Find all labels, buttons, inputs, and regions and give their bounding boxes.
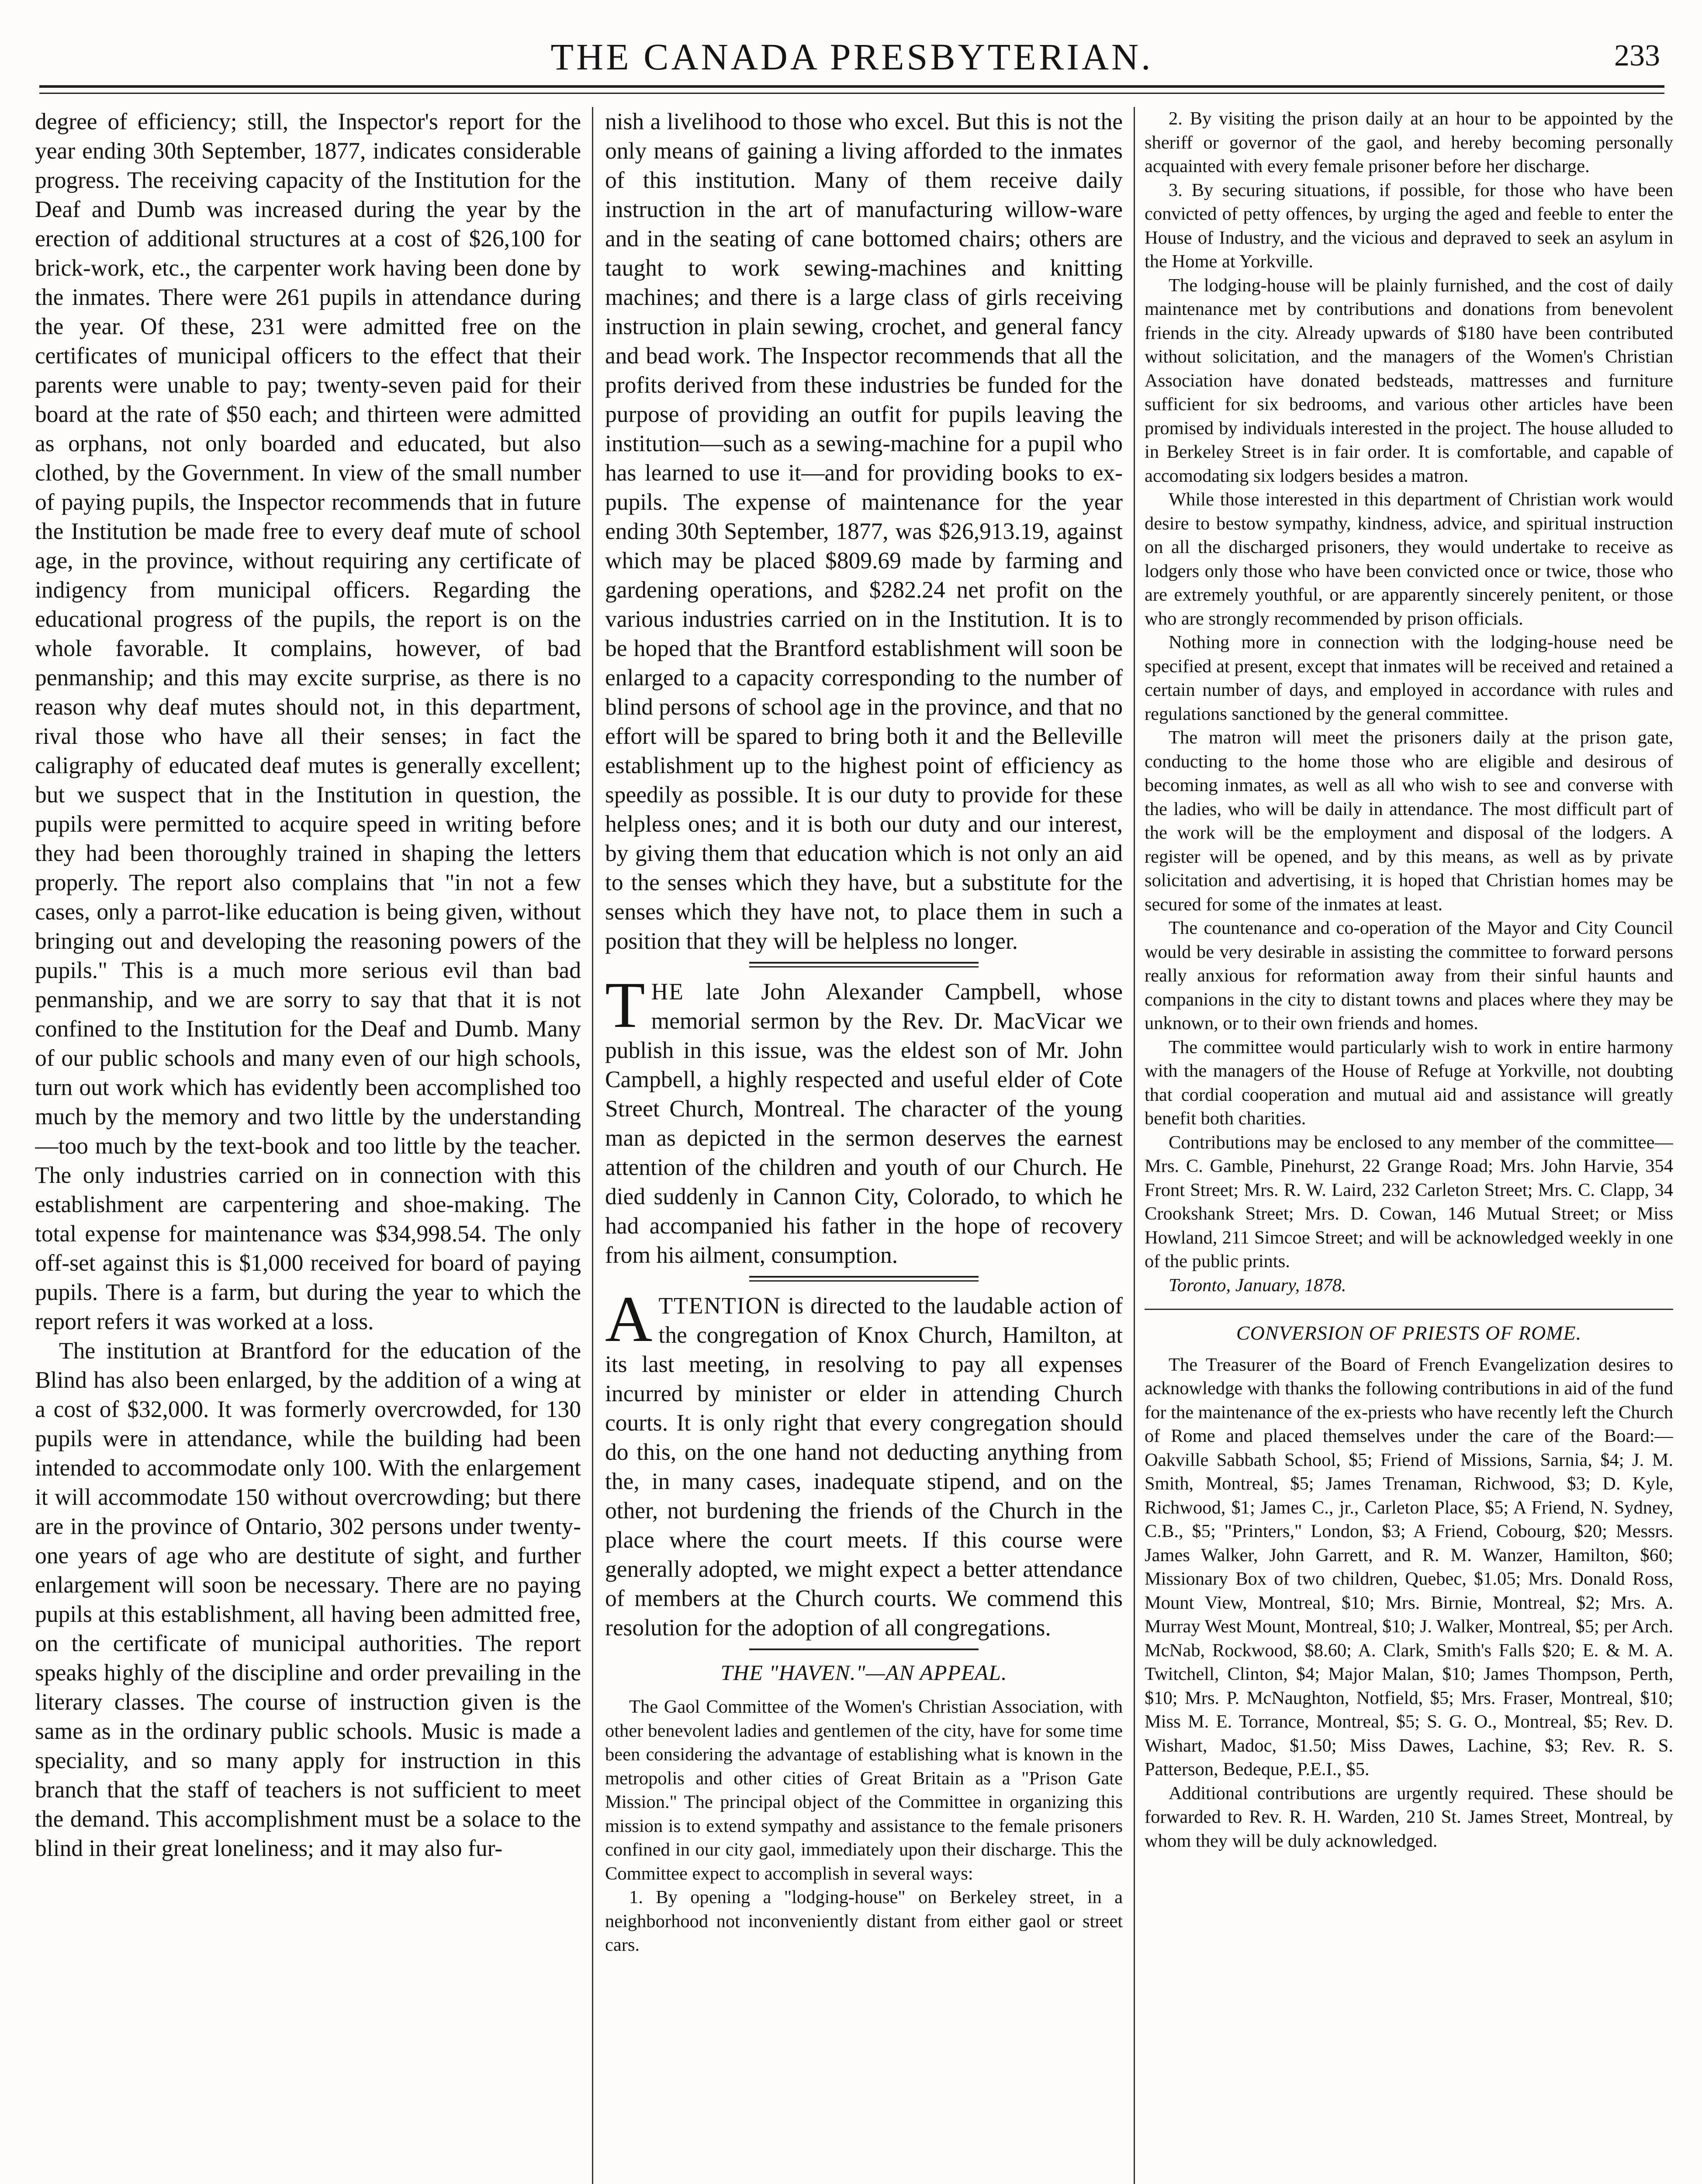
page-number: 233 — [1614, 39, 1660, 73]
column-1 — [35, 107, 581, 2184]
newspaper-title: THE CANADA PRESBYTERIAN. — [550, 36, 1153, 78]
column-divider — [1134, 107, 1135, 2184]
article-text: late John Alexander Campbell, whose memorial sermon by the Rev. Dr. MacVicar we publish in this issue, was the eldest son of Mr. John Campbell, a highly respected and useful elder of Cote Street Church, Montreal. The character of the young man as depicted in the sermon deserves the earnest attention of the children and youth of our Church. He died suddenly in Cannon City, Colorado, to which he had accompanied his father in the hope of recovery from his ailment, consumption. — [605, 978, 1123, 1268]
paragraph: The lodging-house will be plainly furnished, and the cost of daily maintenance met by contributions and donations from benevolent friends in the city. Already upwards of $180 have been contributed without solicitation, and the managers of the Women's Christian Association have donated bedsteads, mattresses and furniture sufficient for six bedrooms, and various other articles have been promised by individuals interested in the project. The house alluded to in Berkeley Street is in fair order. It is comfortable, and capable of accomodating six lodgers besides a matron. — [1145, 275, 1673, 486]
paragraph: Additional contributions are urgently required. These should be forwarded to Rev. R. H. Warden, 210 St. James Street, Montreal, by whom they will be duly acknowledged. — [1145, 1783, 1673, 1851]
paragraph: The institution at Brantford for the education of the Blind has also been enlarged, by the addition of a wing at a cost of $32,000. It was formerly overcrowded, for 130 pupils were in attendance, while the building had been intended to accommodate only 100. With the enlargement it will accommodate 150 without overcrowding; but there are in the province of Ontario, 302 persons under twenty-one years of age who are destitute of sight, and further enlargement will soon be necessary. There are no paying pupils at this establishment, all having been admitted free, on the certificate of municipal authorities. The report speaks highly of the discipline and order prevailing in the literary classes. The course of instruction given is the same as in the ordinary public schools. Music is made a speciality, and so many apply for instruction in this branch that the staff of teachers is not sufficient to meet the demand. This accomplishment must be a solace to the blind in their great loneliness; and it may also fur- — [35, 1337, 581, 1861]
article-separator — [749, 966, 979, 968]
paragraph: degree of efficiency; still, the Inspector's report for the year ending 30th September, 1877, indicates considerable progress. The receiving capacity of the Institution for the Deaf and Dumb was increased during the year by the erection of additional structures at a cost of $26,100 for brick-work, etc., the carpenter work having been done by the inmates. There were 261 pupils in attendance during the year. Of these, 231 were admitted free on the certificates of municipal officers to the effect that their parents were unable to pay; twenty-seven paid for their board at the rate of $50 each; and thirteen were admitted as orphans, not only boarded and educated, but also clothed, by the Government. In view of the small number of paying pupils, the Inspector recommends that in future the Institution be made free to every deaf mute of school age, in the province, without requiring any certificate of indigency from municipal officers. Regarding the educational progress of the pupils, the report is on the whole favorable. It complains, however, of bad penmanship; and this may excite surprise, as there is no reason why deaf mutes should not, in this department, rival those who have all their senses; in fact the caligraphy of educated deaf mutes is generally excellent; but we suspect that in the Institution in question, the pupils were permitted to acquire speed in writing before they had been thoroughly trained in shaping the letters properly. The report also complains that "in not a few cases, only a parrot-like education is being given, without bringing out and developing the reasoning powers of the pupils." This is a much more serious evil than bad penmanship, and we are sorry to say that that it is not confined to the Institution for the Deaf and Dumb. Many of our public schools and many even of our high schools, turn out work which has evidently been accomplished too much by the memory and two little by the understanding —too much by the text-book and too little by the teacher. The only industries carried on in connection with this establishment are carpentering and shoe-making. The total expense for maintenance was $34,998.54. The only off-set against this is $1,000 received for board of paying pupils. There is a farm, but during the year to which the report refers it was worked at a loss. — [35, 108, 581, 1334]
drop-cap: A — [605, 1283, 653, 1355]
paragraph: Contributions may be enclosed to any member of the committee—Mrs. C. Gamble, Pinehurst, 22 Grange Road; Mrs. John Harvie, 354 Front Street; Mrs. R. W. Laird, 232 Carleton Street; Mrs. C. Clapp, 34 Crookshank Street; Mrs. D. Cowan, 146 Mutual Street; or Miss Howland, 211 Simcoe Street; and will be acknowledged weekly in one of the public prints. — [1145, 1132, 1673, 1272]
column-2 — [605, 107, 1123, 2184]
article-separator — [749, 1276, 979, 1278]
masthead-rule-thin — [39, 93, 1664, 94]
article-text: is directed to the laudable action of the congregation of Knox Church, Hamilton, at its last meeting, in resolving to pay all expenses incurred by minister or elder in attending Church courts. It is only right that every congregation should do this, on the one hand not deducting anything from the, in many cases, inadequate stipend, and on the other, not burdening the friends of the Church in the place where the court meets. If this course were generally adopted, we might expect a better attendance of members at the Church courts. We commend this resolution for the adoption of all congregations. — [605, 1292, 1123, 1641]
paragraph: nish a livelihood to those who excel. But this is not the only means of gaining a living afforded to the inmates of this institution. Many of them receive daily instruction in the art of manufacturing willow-ware and in the seating of cane bottomed chairs; others are taught to work sewing-machines and knitting machines; and there is a large class of girls receiving instruction in plain sewing, crochet, and general fancy and bead work. The Inspector recommends that all the profits derived from these industries be funded for the purpose of providing an outfit for pupils leaving the institution—such as a sewing-machine for a pupil who has learned to use it—and for providing books to ex-pupils. The expense of maintenance for the year ending 30th September, 1877, was $26,913.19, against which may be placed $809.69 made by farming and gardening operations, and $282.24 net profit on the various industries carried on in the Institution. It is to be hoped that the Brantford establishment will soon be enlarged to a capacity corresponding to the number of blind persons of school age in the province, and that no effort will be spared to bring both it and the Belleville establishment up to the highest point of efficiency as speedily as possible. It is our duty to provide for these helpless ones; and it is both our duty and our interest, by giving them that education which is not only an aid to the senses which they have, but a substitute for the senses which they have not, to place them in such a position that they will be helpless no longer. — [605, 108, 1123, 954]
attention-article — [605, 1283, 1123, 1642]
paragraph: The matron will meet the prisoners daily at the prison gate, conducting to the home those who are eligible and desirous of becoming inmates, as well as all who wish to see and converse with the ladies, who will be daily in attendance. The most difficult part of the work will be the employment and disposal of the lodgers. A register will be opened, and by this means, as well as by private solicitation and advertising, it is hoped that Christian homes may be secured for some of the inmates at least. — [1145, 727, 1673, 915]
lead-word: HE — [651, 978, 684, 1005]
paragraph: The countenance and co-operation of the Mayor and City Council would be very desirable in assisting the committee to forward persons really anxious for reformation away from their sinful haunts and companions in the city to distant towns and places where they may be unknown, or to their own friends and homes. — [1145, 918, 1673, 1033]
masthead-rule — [39, 85, 1664, 88]
article-separator — [749, 1648, 979, 1650]
paragraph: While those interested in this department of Christian work would desire to bestow sympathy, kindness, advice, and spiritual instruction on all the discharged prisoners, they would undertake to receive as lodgers only those who have been convicted once or twice, those who are extremely youthful, or are apparently sincerely penitent, or those who are strongly recommended by prison officials. — [1145, 489, 1673, 629]
article-separator — [749, 1280, 979, 1282]
paragraph: The Treasurer of the Board of French Evangelization desires to acknowledge with thanks the following contributions in aid of the fund for the maintenance of the ex-priests who have recently left the Church of Rome and placed themselves under the care of the Board:—Oakville Sabbath School, $5; Friend of Missions, Sarnia, $4; J. M. Smith, Montreal, $5; James Trenaman, Richwood, $3; D. Kyle, Richwood, $1; James C., jr., Carleton Place, $5; A Friend, N. Sydney, C.B., $5; "Printers," London, $3; A Friend, Cobourg, $20; Messrs. James Walker, John Garrett, and R. M. Wanzer, Hamilton, $60; Missionary Box of two children, Quebec, $1.05; Mrs. Donald Ross, Mount View, Montreal, $10; Mrs. Birnie, Montreal, $2; Mrs. A. Murray West Mount, Montreal, $10; J. Walker, Montreal, $5; per Arch. McNab, Rockwood, $8.60; A. Clark, Smith's Falls $20; E. & M. A. Twitchell, Clinton, $4; Major Malan, $10; James Thompson, Perth, $10; Mrs. P. McNaughton, Notfield, $5; Mrs. Fraser, Montreal, $10; Miss M. E. Torrance, Montreal, $5; S. G. O., Montreal, $5; Rev. D. Wishart, Madoc, $1.50; Miss Dawes, Lachine, $3; Rev. R. S. Patterson, Bedeque, P.E.I., $5. — [1145, 1354, 1673, 1780]
campbell-article — [605, 969, 1123, 1270]
dateline: Toronto, January, 1878. — [1169, 1275, 1346, 1296]
article-separator — [749, 962, 979, 964]
paragraph: 2. By visiting the prison daily at an hour to be appointed by the sheriff or governor of the gaol, and hereby becoming personally acquainted with every female prisoner before her discharge. — [1145, 108, 1673, 176]
drop-cap: T — [605, 969, 645, 1041]
paragraph: The Gaol Committee of the Women's Christian Association, with other benevolent ladies and gentlemen of the city, have for some time been considering the advantage of establishing what is known in the metropolis and other cities of Great Britain as a "Prison Gate Mission." The principal object of the Committee in organizing this mission is to extend sympathy and assistance to the female prisoners confined in our city gaol, immediately upon their discharge. This the Committee expect to accomplish in several ways: — [605, 1697, 1123, 1884]
paragraph: The committee would particularly wish to work in entire harmony with the managers of the House of Refuge at Yorkville, not doubting that cordial cooperation and mutual aid and assistance will greatly benefit both charities. — [1145, 1037, 1673, 1129]
column-3 — [1145, 107, 1673, 2184]
paragraph: 1. By opening a "lodging-house" on Berkeley street, in a neighborhood not inconveniently distant from either gaol or street cars. — [605, 1887, 1123, 1955]
paragraph: Nothing more in connection with the lodging-house need be specified at present, except that inmates will be received and retained a certain number of days, and employed in accordance with rules and regulations sanctioned by the general committee. — [1145, 632, 1673, 724]
article-separator — [1145, 1309, 1673, 1310]
column-divider — [592, 107, 593, 2184]
conversion-heading: CONVERSION OF PRIESTS OF ROME. — [1236, 1322, 1582, 1344]
lead-word: TTENTION — [658, 1292, 781, 1319]
paragraph: 3. By securing situations, if possible, for those who have been convicted of petty offences, by urging the aged and feeble to enter the House of Industry, and the vicious and depraved to seek an asylum in the Home at Yorkville. — [1145, 180, 1673, 272]
haven-heading: THE "HAVEN."—AN APPEAL. — [720, 1660, 1007, 1685]
